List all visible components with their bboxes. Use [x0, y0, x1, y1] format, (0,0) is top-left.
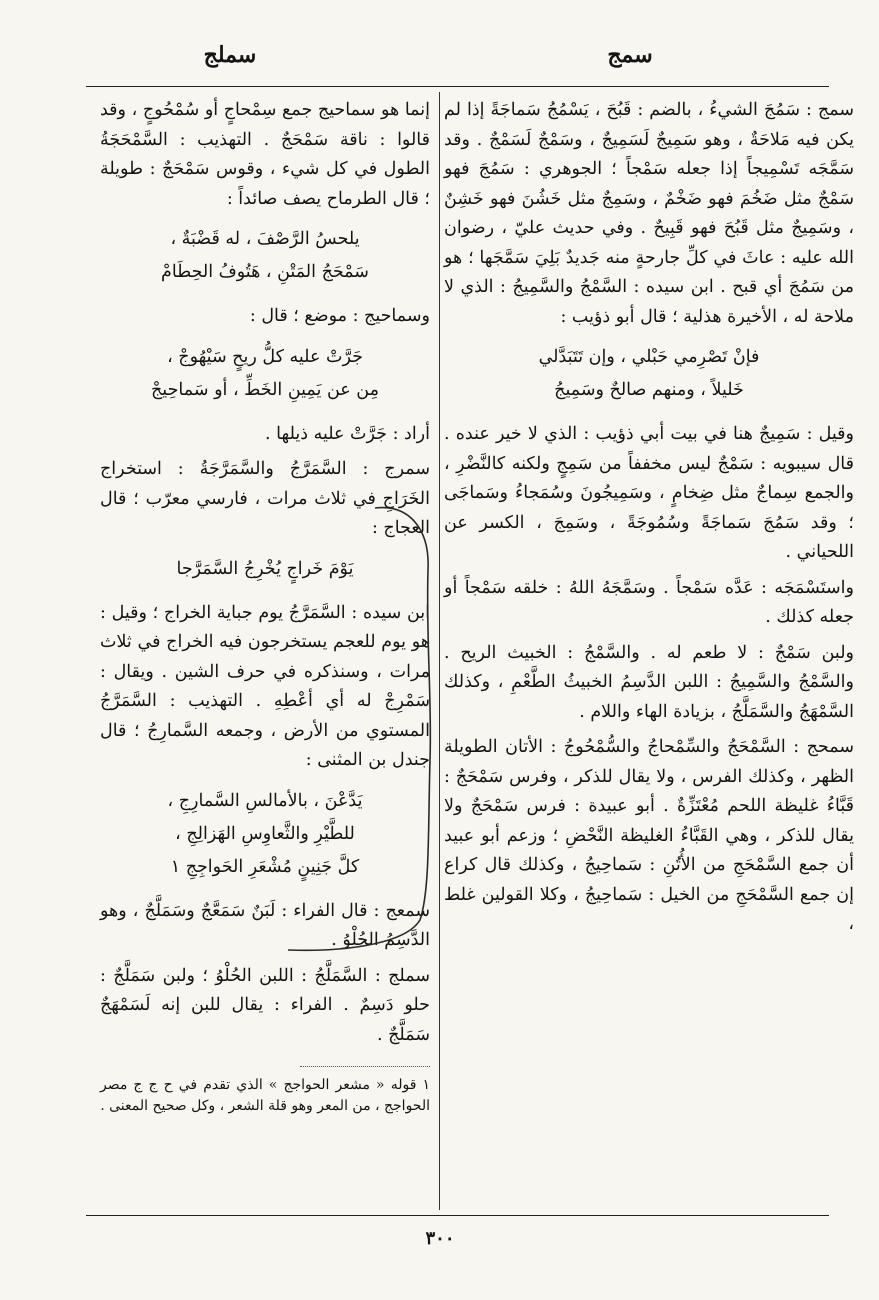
pencil-bracket-mark — [280, 500, 440, 960]
verse-samahij — [100, 342, 430, 406]
entry-samaj: سمج : سَمُجَ الشيءُ ، بالضم : قَبُحَ ، يَسْمُجُ سَماجَةً إذا لم يكن فيه مَلاحَةٌ ، وهو سَمِيجٌ لَسَمِيجٌ ، وسَمْجٌ لَسَمْجٌ . وقد سَمَّجَه تَسْمِيجاً إذا جعله سَمْجاً ؛ الجوهري : سَمُجَ فهو سَمْجٌ مثل ضَخُمَ فهو ضَخْمٌ ، وسَمِجٌ مثل خَشُنَ فهو خَشِنٌ ، وسَمِيجٌ مثل قَبُحَ فهو قَبِيحٌ . وفي حديث عليّ ، رضوان الله عليه : عاثَ في كلِّ جارحةٍ منه جَديدٌ بَلِيَ سَمَّجَها ؛ هو من سَمُجَ أي قبح . ابن سيده : السَّمْجُ والسَّمِيجُ : الذي لا ملاحة له ، الأخيرة هذلية ؛ قال أبو ذؤيب : — [444, 100, 854, 327]
paragraph: إنما هو سماحيج جمع سِمْحاجٍ أو سُمْحُوجٍ ، وقد قالوا : ناقة سَمْحَجٌ . التهذيب : السَّمْحَجَةُ الطول في كل شيء ، وقوس سَمْحَجٌ : طويلة ؛ قال الطرماح يصف صائداً : — [100, 100, 430, 209]
verse-line: يلحسُ الرَّصْفَ ، له قَضْبَةٌ ، — [170, 229, 360, 249]
verse-line: مِن عن يَمِينِ الخَطِّ ، أو سَماحِيجْ — [151, 379, 379, 400]
running-header-left: سملج — [203, 42, 257, 68]
paragraph: وسماحيج : موضع ؛ قال : — [249, 306, 430, 326]
paragraph: واستَسْمَجَه : عَدَّه سَمْجاً . وسَمَّجَهُ اللهُ : خلقه سَمْجاً أو جعله كذلك . — [444, 577, 854, 627]
running-header-right: سمج — [607, 42, 653, 68]
paragraph: ولبن سَمْجٌ : لا طعم له . والسَّمْجُ : الخبيث الريح . والسَّمْجُ والسَّمِيجُ : اللبن الدَّسِمُ الخبيثُ الطَّعْمِ ، وكذلك السَّمْهَجُ والسَّمَلَّجُ ، بزيادة الهاء واللام . — [444, 642, 854, 722]
right-column — [444, 96, 854, 946]
paragraph: وقيل : سَمِيجٌ هنا في بيت أبي ذؤيب : الذي لا خير عنده . قال سيبويه : سَمْجٌ ليس مخففاً من سَمِجٍ ولكنه كالنَّضْرِ ، والجمع سِماجٌ مثل ضِخامٍ ، وسَمِيجُونَ وسُمَجاءُ وسَماجَى ؛ وقد سَمُجَ سَماجَةً وسُمُوجَةً ، وسَمِجَ ، الكسر عن اللحياني . — [444, 424, 854, 562]
verse-line: يَوْمَ خَراجٍ يُخْرِجُ السَّمَرَّجا — [176, 558, 354, 579]
paragraph: ابن سيده : السَّمَرَّجُ يوم جباية الخراج ؛ وقيل : هو يوم للعجم يستخرجون فيه الخراج في ثلاث مرات ، وسنذكره في حرف الشين . ويقال : سَمْرِجْ له أي أعْطِهِ . التهذيب : السَّمَرَّجُ المستوي من الأرض ، وجمعه السَّمارِجُ ؛ قال جندل بن المثنى : — [100, 602, 430, 770]
entry-samraj: سمرج : السَّمَرَّجُ والسَّمَرَّجَةُ : استخراج الخَرَاجِ في ثلاث مرات ، فارسي معرّب ؛ قال العجاج : — [100, 459, 430, 538]
paragraph: أراد : جَرَّتْ عليه ذيلها . — [265, 423, 430, 444]
verse-abu-dhuayb — [444, 342, 854, 406]
verse-line: كلَّ جَنِينٍ مُشْعَرِ الحَواجِجِ ١ — [170, 856, 360, 877]
verse-line: يَدَّعْنَ ، بالأمالسِ السَّمارِجِ ، — [167, 790, 363, 811]
header-rule — [86, 86, 829, 87]
footer-rule — [86, 1215, 829, 1216]
footnote: ١ قوله « مشعر الحواجج » الذي تقدم في ح ج ج مصر الحواجج ، من المعر وهو قلة الشعر ، وكل صحيح المعنى . — [100, 1077, 430, 1114]
verse-line: فإنْ تَصْرِمي حَبْلي ، وإن تَتَبَدَّلي — [538, 347, 760, 367]
verse-tirimmah — [100, 224, 430, 288]
verse-line: للطَّيْرِ والثَّعاوِسِ الهَزالِجِ ، — [175, 823, 355, 844]
verse-line: جَرَّتْ عليه كلُّ ريحٍ سَيْهُوجْ ، — [167, 346, 363, 367]
entry-samaaj: سمعج : قال الفراء : لَبَنٌ سَمَعَّجٌ وسَمَلَّجٌ ، وهو الدَّسِمُ الحُلْوُ . — [100, 900, 430, 950]
entry-samhaj: سمحج : السَّمْحَجُ والسِّمْحاجُ والسُّمْحُوجُ : الأتان الطويلة الظهر ، وكذلك الفرس ، ولا يقال للذكر ، وفرس سَمْحَجٌ : قَبَّاءُ غليظة اللحم مُعْتَزِّةٌ . أبو عبيدة : فرس سَمْحَجٌ ولا يقال للذكر ، وهي القَبَّاءُ الغليظة النَّحْضِ ؛ وزعم أبو عبيد أن جمع السَّمْحَجِ من الأُتُنِ : سَماحِيجُ ، وكذلك قال كراع إن جمع السَّمْحَجِ من الخيل : سَماحِيجُ ، وكلا القولين غلط ، — [444, 737, 854, 934]
footnote-rule — [300, 1066, 430, 1067]
entry-samlaj: سملج : السَّمَلَّجُ : اللبن الحُلْوُ ؛ ولبن سَمَلَّجٌ : حلو دَسِمٌ . الفراء : يقال للبن إنه لَسَمْهَجٌ سَمَلَّجٌ . — [100, 965, 430, 1045]
verse-line: خَليلاً ، ومنهم صالحٌ وسَمِيجُ — [554, 380, 744, 400]
verse-line: سَمْحَجُ المَتْنِ ، هَتُوفُ الحِطَامْ — [161, 262, 369, 282]
page-number: ٣٠٠ — [425, 1228, 455, 1249]
